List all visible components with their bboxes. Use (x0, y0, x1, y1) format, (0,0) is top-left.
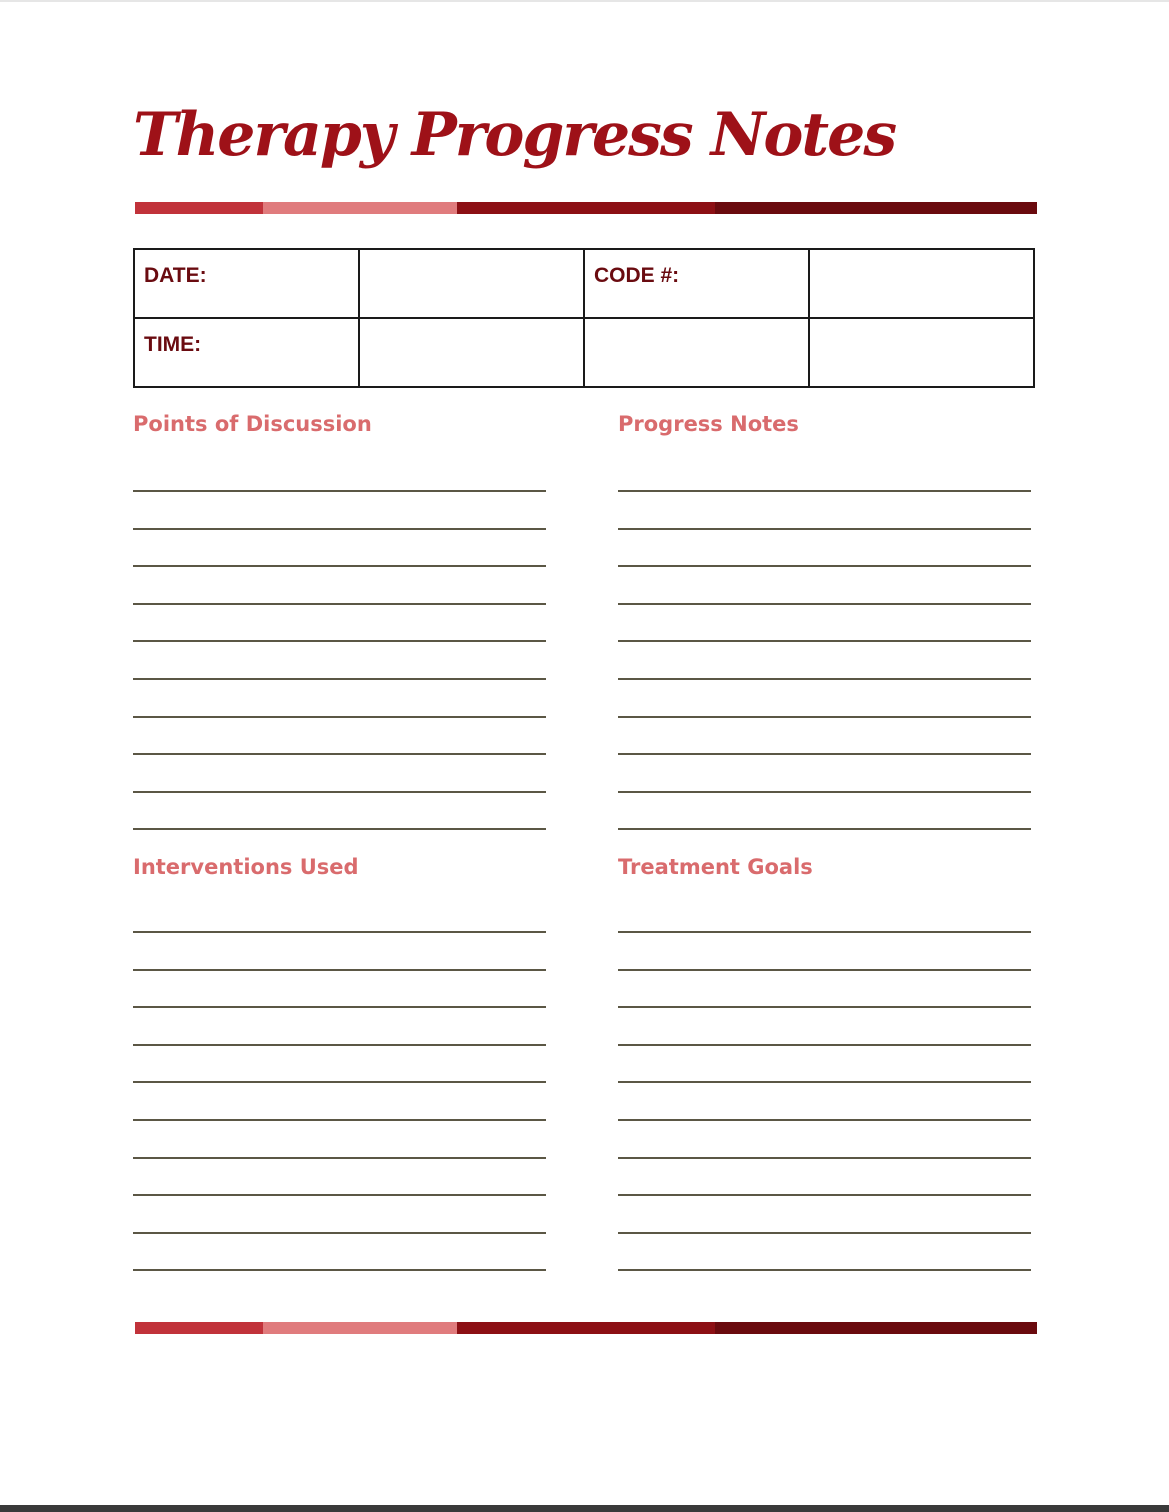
writing-line[interactable] (618, 931, 1031, 933)
info-row-time (134, 318, 1034, 387)
writing-line[interactable] (133, 603, 546, 605)
writing-line[interactable] (618, 791, 1031, 793)
writing-line[interactable] (133, 490, 546, 492)
writing-line[interactable] (133, 828, 546, 830)
writing-line[interactable] (618, 603, 1031, 605)
stripe-segment-3 (457, 202, 715, 214)
writing-line[interactable] (618, 565, 1031, 567)
writing-line[interactable] (133, 1119, 546, 1121)
writing-line[interactable] (133, 931, 546, 933)
stripe-segment-2 (263, 1322, 457, 1334)
writing-line[interactable] (618, 1044, 1031, 1046)
time-field[interactable] (359, 318, 584, 387)
header-color-stripe (135, 202, 1037, 214)
stripe-segment-4 (715, 202, 1037, 214)
writing-line[interactable] (133, 969, 546, 971)
writing-line[interactable] (133, 1232, 546, 1234)
time-label: TIME: (134, 318, 359, 387)
writing-line[interactable] (618, 828, 1031, 830)
writing-line[interactable] (618, 1006, 1031, 1008)
writing-line[interactable] (133, 1157, 546, 1159)
stripe-segment-4 (715, 1322, 1037, 1334)
writing-line[interactable] (133, 1269, 546, 1271)
points-of-discussion-heading: Points of Discussion (133, 412, 372, 436)
writing-line[interactable] (133, 678, 546, 680)
writing-line[interactable] (618, 1194, 1031, 1196)
writing-line[interactable] (618, 1119, 1031, 1121)
writing-line[interactable] (133, 640, 546, 642)
date-label: DATE: (134, 249, 359, 318)
writing-line[interactable] (618, 1081, 1031, 1083)
writing-line[interactable] (133, 791, 546, 793)
stripe-segment-3 (457, 1322, 715, 1334)
code-field[interactable] (809, 249, 1034, 318)
code-label: CODE #: (584, 249, 809, 318)
writing-line[interactable] (133, 528, 546, 530)
page-bottom-edge (0, 1505, 1169, 1512)
progress-notes-heading: Progress Notes (618, 412, 799, 436)
writing-line[interactable] (133, 1006, 546, 1008)
writing-line[interactable] (133, 1194, 546, 1196)
date-field[interactable] (359, 249, 584, 318)
footer-color-stripe (135, 1322, 1037, 1334)
writing-line[interactable] (618, 640, 1031, 642)
writing-line[interactable] (618, 969, 1031, 971)
writing-line[interactable] (618, 678, 1031, 680)
writing-line[interactable] (133, 1044, 546, 1046)
writing-line[interactable] (618, 1157, 1031, 1159)
writing-line[interactable] (618, 1269, 1031, 1271)
interventions-used-heading: Interventions Used (133, 855, 359, 879)
writing-line[interactable] (618, 490, 1031, 492)
blank-cell[interactable] (809, 318, 1034, 387)
session-info-table (133, 248, 1035, 388)
blank-cell[interactable] (584, 318, 809, 387)
writing-line[interactable] (618, 753, 1031, 755)
writing-line[interactable] (618, 528, 1031, 530)
treatment-goals-heading: Treatment Goals (618, 855, 813, 879)
writing-line[interactable] (133, 716, 546, 718)
writing-line[interactable] (618, 1232, 1031, 1234)
writing-line[interactable] (618, 716, 1031, 718)
writing-line[interactable] (133, 753, 546, 755)
page-title: Therapy Progress Notes (133, 100, 896, 170)
stripe-segment-2 (263, 202, 457, 214)
writing-line[interactable] (133, 565, 546, 567)
writing-line[interactable] (133, 1081, 546, 1083)
info-row-date (134, 249, 1034, 318)
stripe-segment-1 (135, 202, 263, 214)
page-top-edge (0, 0, 1169, 2)
stripe-segment-1 (135, 1322, 263, 1334)
